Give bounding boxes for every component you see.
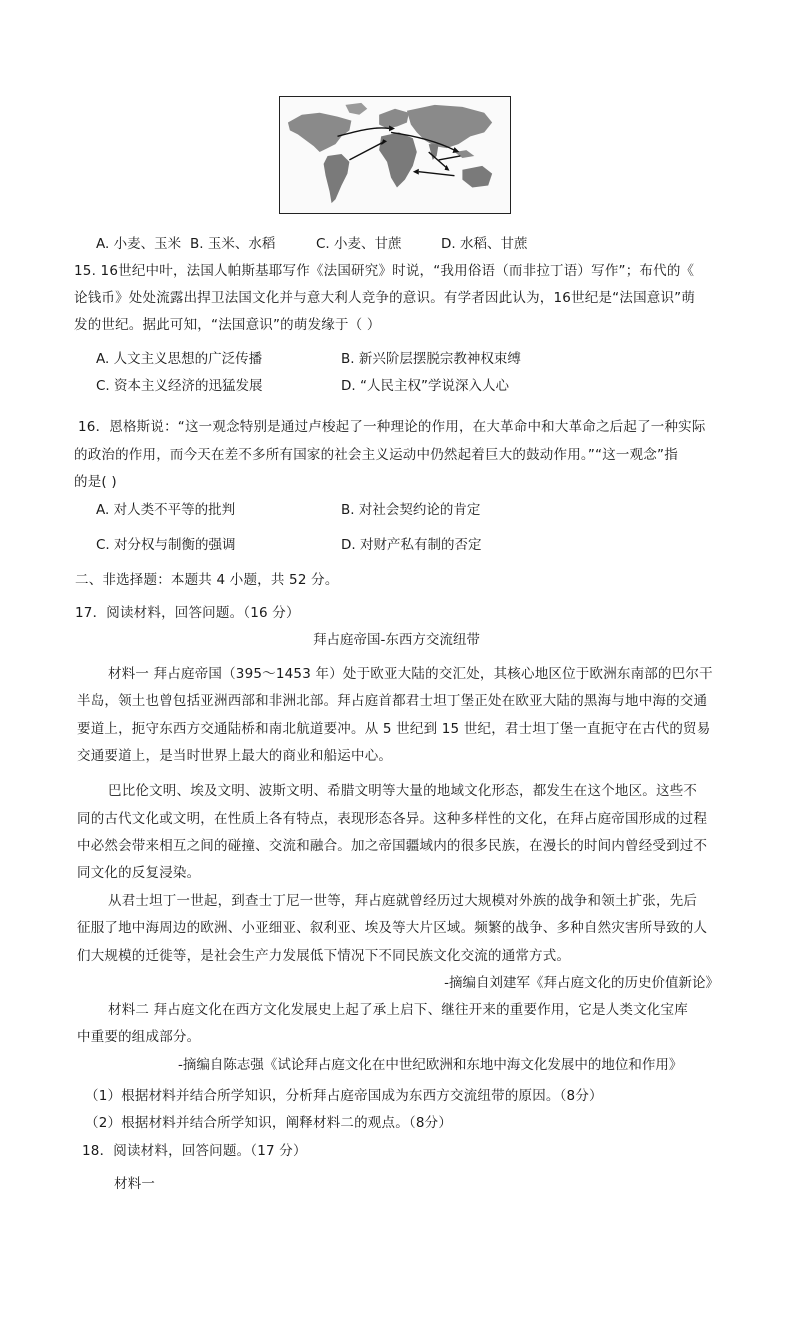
q17-question-1: （1）根据材料并结合所学知识，分析拜占庭帝国成为东西方交流纽带的原因。（8分） — [85, 1088, 603, 1104]
q15-stem-line-3: 发的世纪。据此可知，“法国意识”的萌发缘于（ ） — [74, 317, 381, 333]
q17-m1-p2-line-1: 巴比伦文明、埃及文明、波斯文明、希腊文明等大量的地域文化形态，都发生在这个地区。这些不 — [108, 783, 698, 799]
q15-stem-line-1: 15. 16世纪中叶，法国人帕斯基耶写作《法国研究》时说，“我用俗语（而非拉丁语）写作”；布代的《 — [74, 263, 695, 279]
q17-material-title: 拜占庭帝国-东西方交流纽带 — [313, 632, 480, 648]
q17-m1-p3-line-3: 们大规模的迁徙等，是社会生产力发展低下情况下不同民族文化交流的通常方式。 — [77, 948, 571, 964]
q17-m1-line-2: 半岛，领土也曾包括亚洲西部和非洲北部。拜占庭首都君士坦丁堡正处在欧亚大陆的黑海与地中海的交通 — [77, 693, 708, 709]
q17-source-1: -摘编自刘建军《拜占庭文化的历史价值新论》 — [444, 975, 719, 991]
q17-m1-line-3: 要道上，扼守东西方交通陆桥和南北航道要冲。从 5 世纪到 15 世纪，君士坦丁堡一直扼守在古代的贸易 — [77, 721, 711, 737]
q15-option-c[interactable]: C. 资本主义经济的迅猛发展 — [96, 378, 263, 394]
q15-option-a[interactable]: A. 人文主义思想的广泛传播 — [96, 351, 263, 367]
q17-m2-line-1: 材料二 拜占庭文化在西方文化发展史上起了承上启下、继往开来的重要作用，它是人类文化宝库 — [108, 1002, 688, 1018]
q17-m1-p3-line-2: 征服了地中海周边的欧洲、小亚细亚、叙利亚、埃及等大片区域。频繁的战争、多种自然灾害所导致的人 — [77, 920, 708, 936]
q15-stem-line-2: 论钱币》处处流露出捍卫法国文化并与意大利人竞争的意识。有学者因此认为，16世纪是“法国意识”萌 — [74, 290, 696, 306]
q18-material-1-label: 材料一 — [114, 1176, 156, 1192]
q17-m1-line-4: 交通要道上，是当时世界上最大的商业和船运中心。 — [77, 748, 393, 764]
q17-m1-p2-line-3: 中必然会带来相互之间的碰撞、交流和融合。加之帝国疆域内的很多民族，在漫长的时间内曾经受到过不 — [77, 838, 708, 854]
q16-stem-line-2: 的政治的作用，而今天在差不多所有国家的社会主义运动中仍然起着巨大的鼓动作用。”“这一观念”指 — [74, 447, 678, 463]
world-map-figure — [279, 96, 511, 214]
q14-option-d[interactable]: D. 水稻、甘蔗 — [441, 236, 528, 252]
q17-m1-p2-line-2: 同的古代文化或文明，在性质上各有特点，表现形态各异。这种多样性的文化，在拜占庭帝国形成的过程 — [77, 811, 708, 827]
q16-option-b[interactable]: B. 对社会契约论的肯定 — [341, 502, 481, 518]
q16-stem-line-3: 的是( ) — [74, 474, 117, 490]
section-2-heading: 二、非选择题：本题共 4 小题，共 52 分。 — [75, 572, 339, 588]
q17-source-2: -摘编自陈志强《试论拜占庭文化在中世纪欧洲和东地中海文化发展中的地位和作用》 — [178, 1057, 683, 1073]
q16-option-a[interactable]: A. 对人类不平等的批判 — [96, 502, 236, 518]
q17-m1-p2-line-4: 同文化的反复浸染。 — [77, 865, 201, 881]
q18-heading: 18．阅读材料，回答问题。（17 分） — [82, 1143, 307, 1159]
q17-question-2: （2）根据材料并结合所学知识，阐释材料二的观点。（8分） — [85, 1115, 453, 1131]
q17-heading: 17．阅读材料，回答问题。（16 分） — [75, 605, 300, 621]
q17-m1-line-1: 材料一 拜占庭帝国（395～1453 年）处于欧亚大陆的交汇处，其核心地区位于欧洲东南部的巴尔干 — [108, 666, 713, 682]
q16-stem-line-1: 16．恩格斯说：“这一观念特别是通过卢梭起了一种理论的作用，在大革命中和大革命之后起了一种实际 — [78, 419, 706, 435]
world-map-icon — [280, 97, 510, 213]
q14-option-b[interactable]: B. 玉米、水稻 — [190, 236, 276, 252]
q17-m2-line-2: 中重要的组成部分。 — [77, 1029, 201, 1045]
q15-option-d[interactable]: D. “人民主权”学说深入人心 — [341, 378, 509, 394]
q15-option-b[interactable]: B. 新兴阶层摆脱宗教神权束缚 — [341, 351, 521, 367]
q16-option-c[interactable]: C. 对分权与制衡的强调 — [96, 537, 236, 553]
q14-option-c[interactable]: C. 小麦、甘蔗 — [316, 236, 402, 252]
q16-option-d[interactable]: D. 对财产私有制的否定 — [341, 537, 482, 553]
q14-option-a[interactable]: A. 小麦、玉米 — [96, 236, 182, 252]
q17-m1-p3-line-1: 从君士坦丁一世起，到查士丁尼一世等，拜占庭就曾经历过大规模对外族的战争和领土扩张，先后 — [108, 893, 698, 909]
